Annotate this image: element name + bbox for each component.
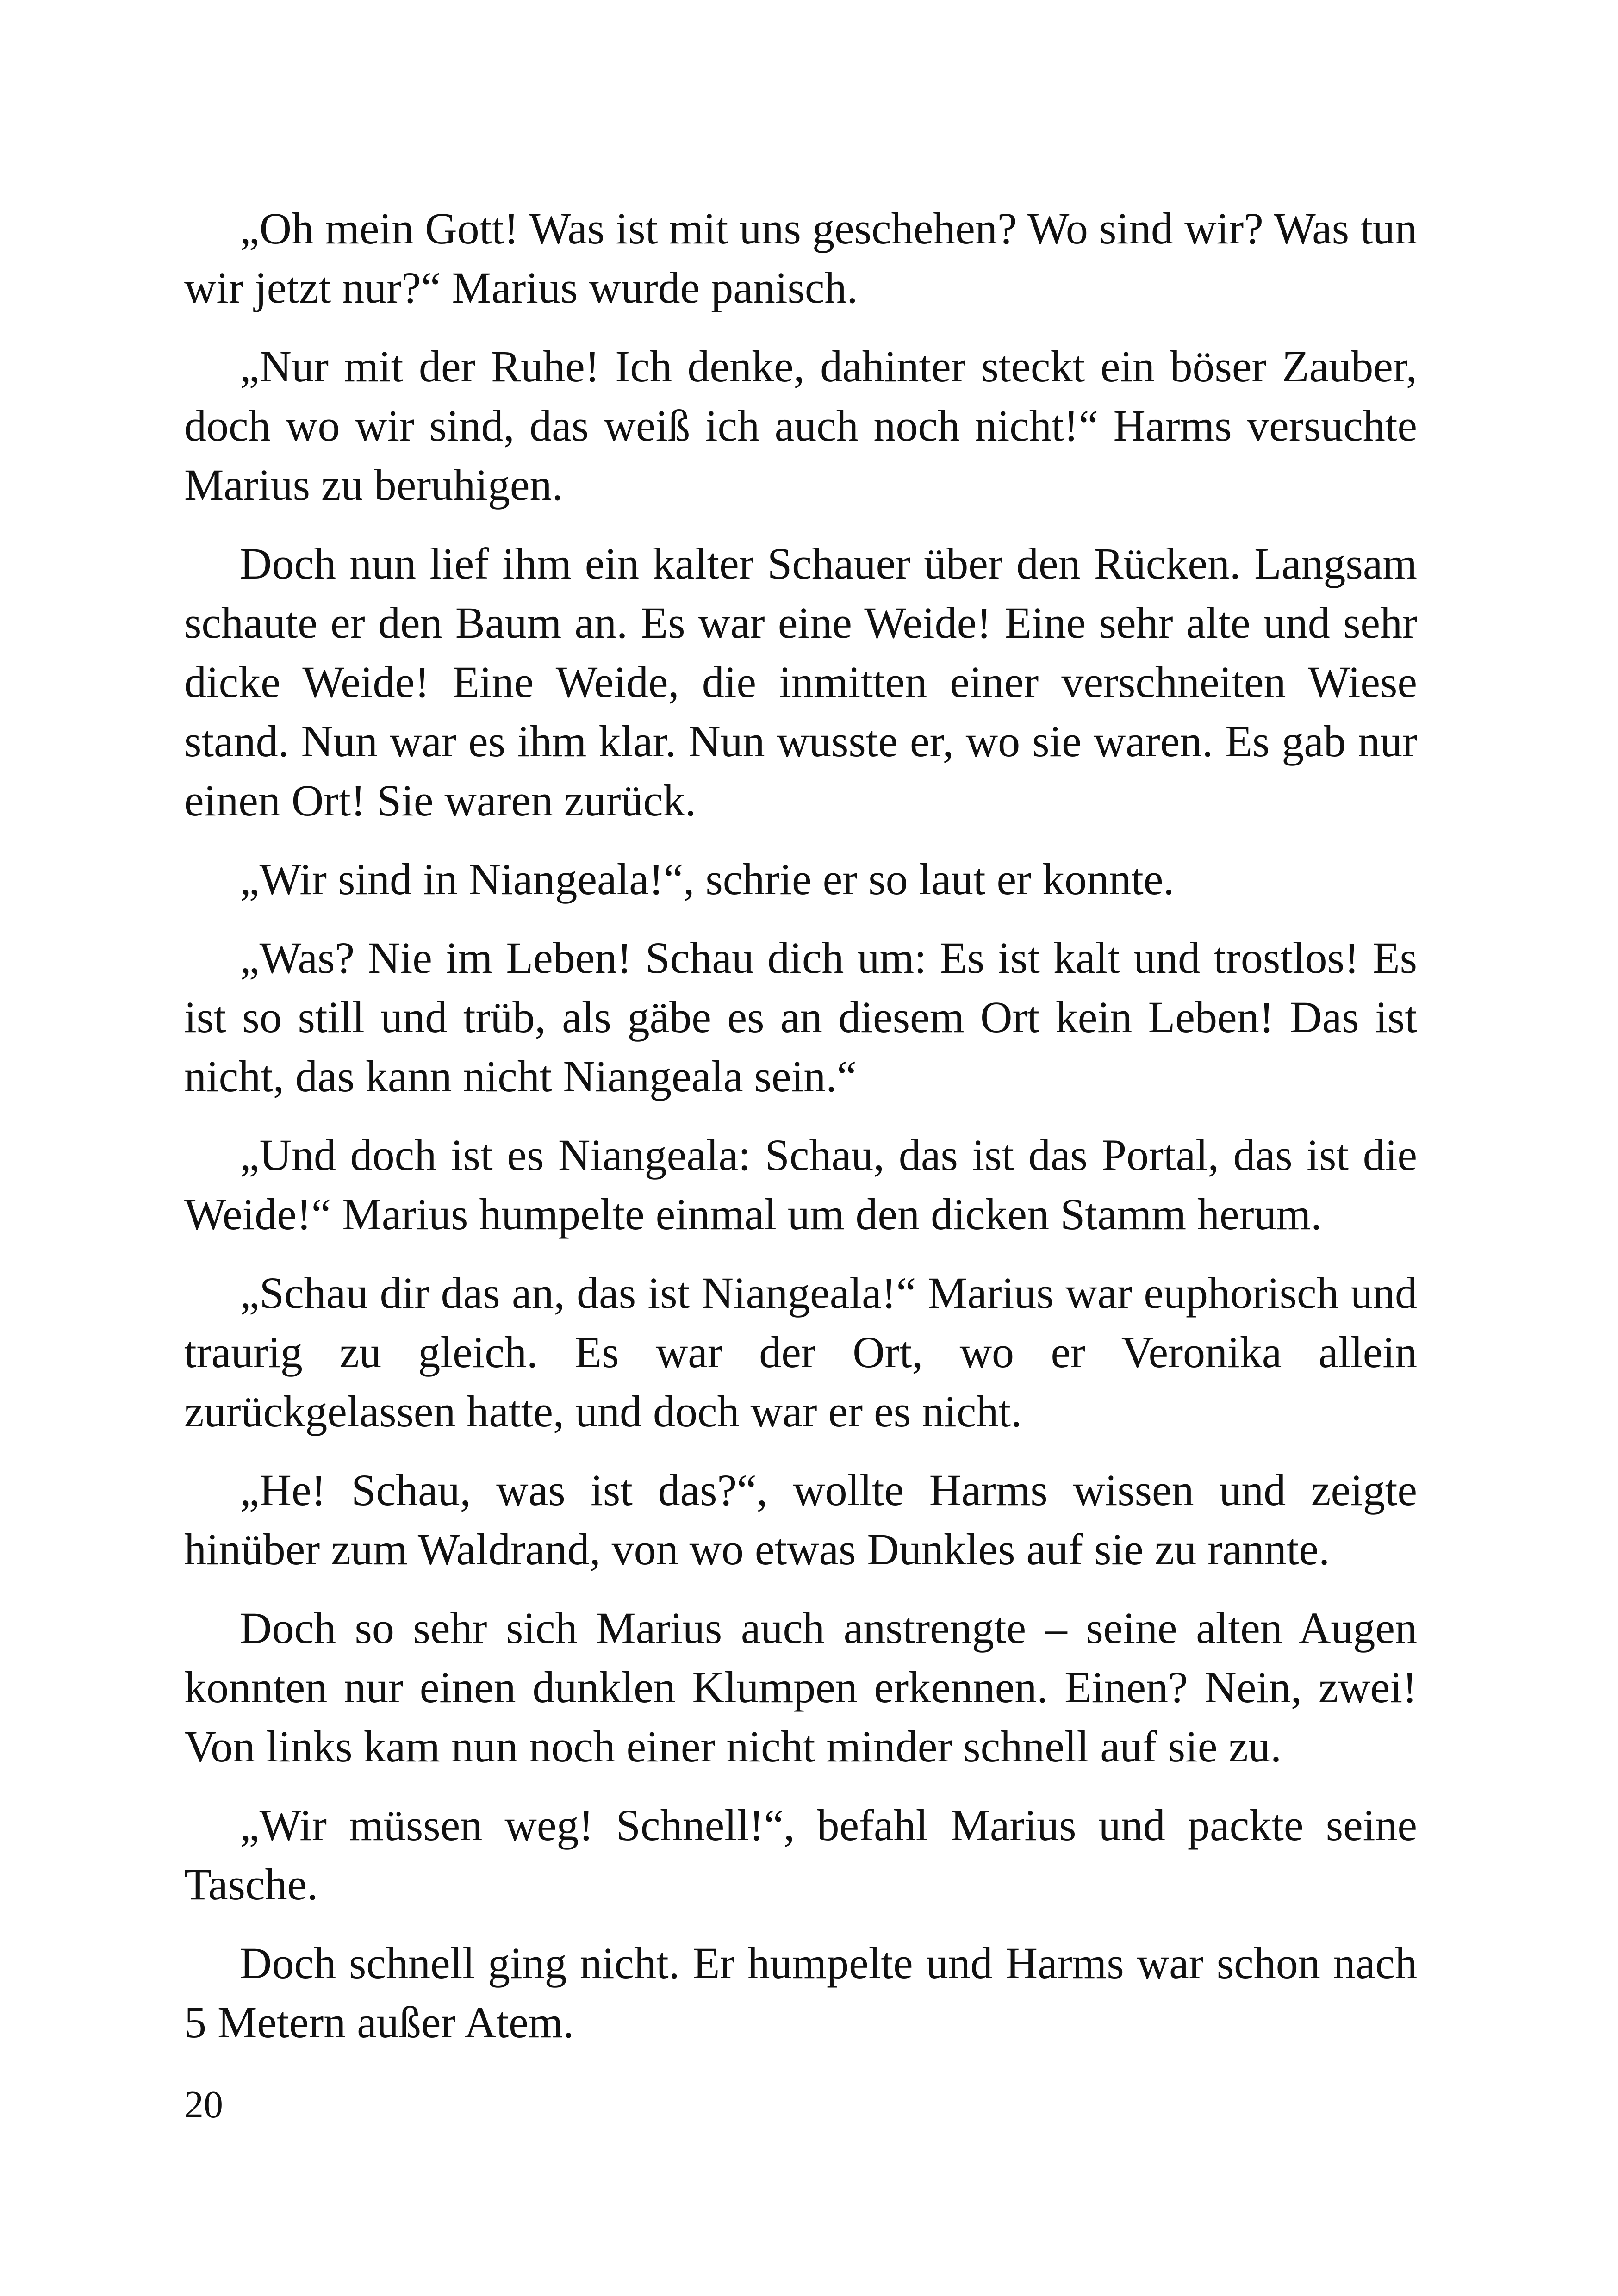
paragraph: „Oh mein Gott! Was ist mit uns geschehen? Wo sind wir? Was tun wir jetzt nur?“ Marius wurde panisch. <box>184 204 1417 312</box>
paragraph: „He! Schau, was ist das?“, wollte Harms wissen und zeigte hinüber zum Waldrand, von wo etwas Dunkles auf sie zu rannte. <box>184 1465 1417 1574</box>
paragraph: Doch schnell ging nicht. Er humpelte und Harms war schon nach 5 Metern außer Atem. <box>184 1938 1417 2047</box>
paragraph: „Wir müssen weg! Schnell!“, befahl Marius und packte seine Tasche. <box>184 1800 1417 1909</box>
paragraph: „Und doch ist es Niangeala: Schau, das ist das Portal, das ist die Weide!“ Marius humpelte einmal um den dicken Stamm herum. <box>184 1130 1417 1239</box>
paragraph: „Wir sind in Niangeala!“, schrie er so laut er konnte. <box>240 854 1175 904</box>
page-number: 20 <box>184 2083 223 2126</box>
paragraph: Doch nun lief ihm ein kalter Schauer über den Rücken. Langsam schaute er den Baum an. Es war eine Weide! Eine sehr alte und sehr dicke Weide! Eine Weide, die inmitten einer verschneiten Wiese stand. Nun war es ihm klar. Nun wusste er, wo sie waren. Es gab nur einen Ort! Sie waren zurück. <box>184 539 1417 825</box>
paragraph: „Schau dir das an, das ist Niangeala!“ Marius war euphorisch und traurig zu gleich. Es war der Ort, wo er Veronika allein zurückgelassen hatte, und doch war er es nicht. <box>184 1268 1417 1436</box>
body-text <box>184 199 1417 2072</box>
paragraph: Doch so sehr sich Marius auch anstrengte – seine alten Augen konnten nur einen dunklen Klumpen erkennen. Einen? Nein, zwei! Von links kam nun noch einer nicht minder schnell auf sie zu. <box>184 1603 1417 1771</box>
paragraph: „Nur mit der Ruhe! Ich denke, dahinter steckt ein böser Zauber, doch wo wir sind, das weiß ich auch noch nicht!“ Harms versuchte Marius zu beruhigen. <box>184 342 1417 510</box>
paragraph: „Was? Nie im Leben! Schau dich um: Es ist kalt und trostlos! Es ist so still und trüb, als gäbe es an diesem Ort kein Leben! Das ist nicht, das kann nicht Niangeala sein.“ <box>184 933 1417 1101</box>
